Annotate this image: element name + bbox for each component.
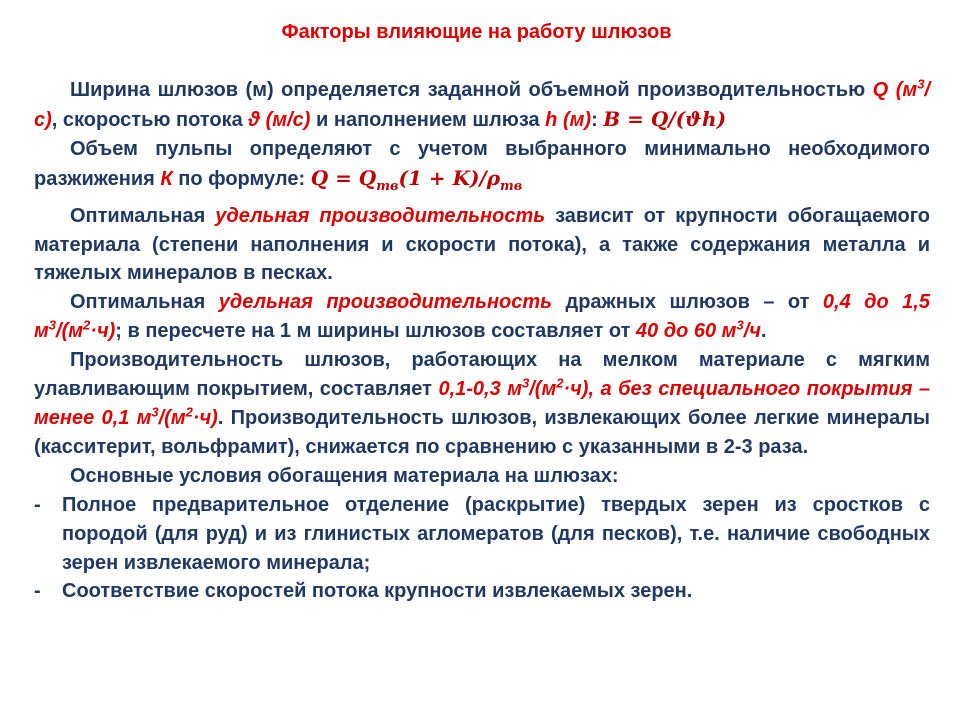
text: Ширина шлюзов (м) определяется заданной объемной производительностью bbox=[70, 79, 873, 101]
text: зависит от крупности обогащаемого материала (степени наполнения и скорости потока), а также содержания металла и тяжелых минералов в песках. bbox=[34, 204, 930, 285]
text: Оптимальная bbox=[70, 204, 216, 227]
paragraph-fine-material bbox=[34, 346, 930, 462]
text: ; в пересчете на 1 м ширины шлюзов составляет от bbox=[115, 320, 636, 343]
list-item-text: Соответствие скоростей потока крупности извлекаемых зерен. bbox=[62, 580, 693, 603]
paragraph-pulp-volume bbox=[34, 135, 930, 202]
page-title: Факторы влияющие на работу шлюзов bbox=[281, 21, 672, 43]
pulp-formula: $Q = Q_{тв}(1 + K)/\rho_{тв}$ bbox=[310, 165, 523, 194]
dilution-term: К bbox=[160, 167, 173, 190]
text: по формуле: bbox=[172, 167, 311, 190]
emphasis-term: удельная производительность bbox=[218, 291, 553, 314]
text: Объем пульпы определяют с учетом выбранного минимально необходимого разжижения bbox=[34, 137, 930, 190]
text: . Производительность шлюзов, извлекающих более легкие минералы (касситерит, вольфрамит), снижается по сравнению с указанными в 2-3 раза. bbox=[34, 406, 930, 458]
list-item bbox=[34, 491, 930, 578]
emphasis-term: удельная производительность bbox=[215, 204, 546, 227]
bullet-dash: - bbox=[34, 580, 41, 603]
body-text bbox=[34, 76, 930, 606]
text: Производительность шлюзов, работающих на мелком материале с мягким улавливающим покрытием, составляет bbox=[34, 349, 930, 401]
text: . bbox=[760, 320, 767, 343]
paragraph-conditions-heading: Основные условия обогащения материала на шлюзах: bbox=[70, 464, 619, 487]
text: и наполнением шлюза bbox=[310, 108, 546, 131]
conditions-list bbox=[34, 491, 930, 607]
flow-rate-term: Q $(м^3/с)$ bbox=[34, 76, 930, 131]
text: Оптимальная bbox=[70, 291, 219, 314]
paragraph-specific-capacity bbox=[34, 202, 930, 289]
paragraph-dredge-capacity bbox=[34, 288, 930, 346]
velocity-term: ϑ (м/с) bbox=[248, 108, 311, 131]
width-capacity-range: 40 до 60 $м^3/ч$ bbox=[635, 317, 761, 343]
fill-term: h (м) bbox=[545, 108, 592, 131]
bullet-dash: - bbox=[34, 493, 41, 516]
list-item bbox=[34, 577, 930, 606]
list-item-text: Полное предварительное отделение (раскрытие) твердых зерен из сростков с породой (для руд) и из глинистых агломератов (для песков), т.е. наличие свободных зерен извлекаемого минерала; bbox=[62, 493, 930, 574]
capacity-range: 0,4 до 1,5 $м^3/(м^2\cdot ч)$ bbox=[34, 291, 930, 343]
capacity-range: 0,1-0,3 $м^3/(м^2\cdot ч)$, а без специального покрытия – менее 0,1 $м^3/(м^2\cdot ч)$ bbox=[34, 375, 930, 429]
paragraph-width bbox=[34, 76, 930, 135]
width-formula: B = Q/(ϑh) bbox=[603, 106, 727, 131]
text: , скоростью потока bbox=[51, 108, 249, 131]
text: дражных шлюзов – от bbox=[552, 291, 823, 314]
text: : bbox=[591, 108, 604, 131]
